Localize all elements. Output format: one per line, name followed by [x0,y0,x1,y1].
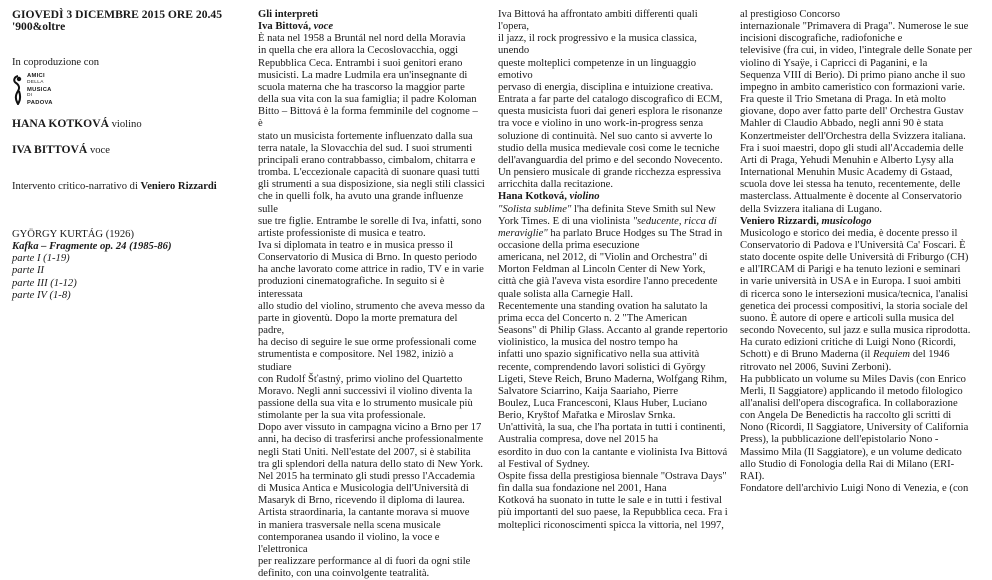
bio-line: soluzione di continuità. Nel suo canto si avverte lo [498,130,713,142]
bio-line: occasione della prima esecuzione [498,239,640,251]
bio-line: artiste professioniste di musica e teatro. [258,227,426,239]
bio-line: Fra i suoi maestri, dopo gli studi all'Accademia delle [740,142,964,154]
bio-text-rizzardi-cont [740,362,980,496]
work-part: parte I (1-19) [12,253,70,265]
bio-line: Ligeti, Steve Reich, Bruno Maderna, Wolfgang Rihm, [498,373,728,385]
work-part: parte IV (1-8) [12,289,71,301]
bio-line: Sequenza VIII di Berio). Di primo piano anche il suo [740,69,966,81]
bio-line: secondo Novecento, sul jazz e sulla musica riprodotta. [740,325,971,337]
bio-line: americana, nel 2012, di "Violin and Orchestra" di [498,252,708,264]
bio-line: Moravo. Negli anni successivi il violino diventa la [258,385,473,397]
bio-line: di Musica Antica e Musicologia dell'Università di [258,483,469,495]
amici-musica-logo [12,73,232,106]
bio-line: Australia compresa, dove nel 2015 ha [498,434,659,446]
bio-line: contemporanea usando il violino, la voce e l'elettronica [258,531,440,555]
bio-line: in maniera trasversale nella scena musicale [258,519,441,531]
bio-line: Salvatore Sciarrino, Kaija Saariaho, Pierre [498,385,679,397]
bio-line: violino di Ysaÿe, i Capricci di Paganini, e la [740,57,928,69]
column-interpreti [258,9,485,580]
bio-line: Berio, Kryštof Mařatka e Miroslav Srnka. [498,410,676,422]
logo-text: AMICI DELLA MUSICA DI PADOVA [27,73,53,106]
bio-line: Ospite fissa della prestigiosa biennale "Ostrava Days" [498,470,727,482]
bio-line: RAI). [740,470,765,482]
bio-text-kotkova [498,240,730,532]
bio-heading-kotkova: Hana Kotková, violino [498,191,600,203]
bio-line: il jazz, il rock progressivo e la musica classica, unendo [498,33,697,57]
bio-line: È nata nel 1958 a Bruntál nel nord della Moravia [258,33,466,45]
bio-line: gli strumenti a sua disposizione, sia negli stili classici [258,179,485,191]
bio-line: città che già l'aveva vista esordire l'anno precedente [498,276,718,288]
work-title: Kafka – Fragmente op. 24 (1985-86) [12,241,172,253]
bio-line: Boulez, Luca Francesconi, Klaus Huber, Luciano [498,398,708,409]
bio-line: Fondatore dell'archivio Luigi Nono di Venezia, e (con [740,483,969,495]
bio-line: tromba. L'eccezionale capacità di suonare quasi tutti [258,167,480,179]
bio-line: stimolante per la sua vita professionale. [258,410,426,422]
bio-line: della Svizzera italiana di Lugano. [740,203,883,215]
bio-line: Masaryk di Brno, ricevendo il diploma di laurea. [258,495,465,507]
bio-line: pervaso di energia, disciplina e intuizione creativa. [498,81,714,93]
bio-line: giovane, dopo aver fatto parte dell' Orchestra Gustav [740,106,964,118]
bio-line: di ricerca sono le intersezioni musica/tecnica, l'analisi [740,288,969,300]
bio-line: internazionale "Primavera di Praga". Numerose le sue [740,21,969,33]
section-heading: Gli interpreti [258,9,319,20]
bio-line: Massimo Mila (Il Saggiatore), e un volume dedicato [740,446,962,458]
bio-line: Un'attività, la sua, che l'ha portata in tutti i continenti, [498,422,726,434]
bio-line: Repubblica Ceca. Entrambi i suoi genitori erano [258,57,463,69]
bio-line: anni, ha deciso di trasferirsi anche professionalmente [258,434,484,446]
bio-line: della sua vita con la sua famiglia; il padre Koloman [258,94,477,106]
work-part: parte III (1-12) [12,277,77,289]
bio-line: quale solista alla Carnegie Hall. [498,288,634,300]
bio-line: York Times. E di una violinista "seducente, ricca di [498,215,717,227]
bio-line: suono. È autore di opere e articoli sulla musica del [740,312,955,324]
concert-date: GIOVEDÌ 3 DICEMBRE 2015 ORE 20.45 [12,8,222,21]
composer-name: GYÖRGY KURTÁG (1926) [12,228,134,240]
bio-line: Iva si diplomata in teatro e in musica presso il [258,239,454,251]
bio-heading-bittova: Iva Bittová, voce [258,21,334,33]
bio-text-kotkova-cont [740,9,980,216]
performer-bittova: IVA BITTOVÁ voce [12,142,110,156]
bio-line: sue tre figlie. Entrambe le sorelle di Iva, infatti, sono [258,215,482,227]
bio-line-requiem [740,349,980,361]
bio-line: definito, con una coinvolgente teatralità. [258,568,430,580]
bio-line: in varie università in USA e in Europa. I suoi ambiti [740,276,961,288]
violin-scroll-icon [12,75,24,105]
bio-line: International Menuhin Music Academy di Gstaad, [740,167,953,179]
bio-line: ha anche lavorato come attrice in radio, TV e in varie [258,264,484,276]
bio-line: genetica dei processi compositivi, la storia sociale del [740,300,968,312]
bio-line: Schott) e di Bruno Maderna (il [740,349,873,361]
bio-line: tra gli splendori della natura dello stato di New York. [258,458,484,470]
bio-line: arricchita dalla recitazione. [498,179,613,191]
bio-line: Press), la pubblicazione dell'epistolario Nono - [740,434,939,446]
bio-line: Requiem del 1946 [872,349,950,361]
bio-line: Morton Feldman al Lincoln Center di New York, [498,264,706,276]
bio-line: per realizzare performance al di fuori da ogni stile [258,556,471,568]
bio-line: principali erano contrabbasso, cimbalom, chitarra e [258,154,476,166]
bio-line: Un pensiero musicale di grande ricchezza espressiva [498,167,721,179]
bio-line: Nel 2015 ha terminato gli studi presso l'Accademia [258,470,475,482]
bio-line: allo studio del violino, strumento che aveva messo da [258,300,485,312]
bio-line: meraviglie" ha parlato Bruce Hodges su The Strad in [498,227,723,239]
bio-line: Seasons" di Philip Glass. Accanto al grande repertorio [498,325,728,337]
bio-line: recente, comprendendo lavori solistici di György [498,361,706,373]
bio-line: tra voce e violino in uno work-in-progress senza [498,118,704,130]
bio-line: violinistico, la musica del nostro tempo ha [498,337,678,349]
bio-line: passione della sua vita e lo strumento musicale più [258,398,473,409]
bio-line: in quella che era allora la Cecoslovacchia, oggi [258,45,459,57]
bio-line: parte in gioventù. Dopo la morte prematura del padre, [258,312,458,337]
bio-line: terra natale, la Slovacchia del sud. I suoi strumenti [258,142,473,154]
bio-line: strumentista e compositore. Nel 1982, iniziò a studiare [258,349,454,373]
bio-line: stato docente ospite delle Università di Friburgo (CH) [740,252,969,264]
bio-line: scuola materna che ha trascorso la maggior parte [258,81,465,93]
bio-line: Conservatorio di Musica di Brno. In questo periodo [258,252,477,264]
bio-line: infatti uno spazio significativo nella sua attività [498,349,700,361]
bio-line: televisive (fra cui, in video, l'integrale delle Sonate per [740,45,972,57]
bio-text-bittova [258,33,485,580]
bio-line: Dopo aver vissuto in campagna vicino a Brno per 17 [258,422,482,434]
bio-line: negli Stati Uniti. Nell'estate del 2007, si è stabilita [258,446,471,458]
bio-line: studio della musica medievale così come le tecniche [498,142,720,154]
bio-line: con Rudolf Šťastný, primo violino del Quartetto [258,373,463,385]
bio-line: musicisti. La madre Ludmila era un'insegnante di [258,69,468,81]
bio-line: prima ecca del Concerto n. 2 "The American [498,312,688,324]
bio-text-rizzardi [740,228,980,362]
bio-line: Ha pubblicato un volume su Miles Davis (con Enrico [740,373,966,385]
bio-line: Conservatorio di Padova e l'Università Ca' Foscari. È [740,239,966,251]
bio-line: ha deciso di seguire le sue orme professionali come [258,337,477,349]
bio-line: stato un musicista fortemente influenzato dalla sua [258,130,473,142]
column-bio-continued [498,9,730,532]
bio-line: al prestigioso Concorso [740,9,841,20]
bio-line: Arti di Praga, Yehudi Menuhin e Alberto Lysy alla [740,154,954,166]
bio-line: ritrovato nel 2006, Suvini Zerboni). [740,361,892,373]
bio-line: allo Studio di Fonologia della Rai di Milano (ERI- [740,458,955,470]
bio-line: masterclass. Attualmente è docente al Conservatorio [740,191,962,203]
bio-line: Merli, Il Saggiatore) applicando il metodo filologico [740,385,963,397]
bio-line: dell'avanguardia del primo e del secondo Novecento. [498,154,723,166]
performer-kotkova: HANA KOTKOVÁ violino [12,117,142,131]
bio-line: Nono (Ricordi, Il Saggiatore, University of California [740,422,969,434]
bio-line: Kotková ha suonato in tutte le sale e in tutti i festival [498,495,722,507]
bio-line: esordito in duo con la cantante e violinista Iva Bittová [498,446,728,458]
coproduction-label: In coproduzione con [12,57,100,69]
bio-line: incisioni discografiche, radiofoniche e [740,33,903,45]
bio-line: produzioni cinematografiche. In seguito si è interessata [258,276,445,300]
intervention-credit: Intervento critico-narrativo di Veniero Rizzardi [12,180,217,192]
bio-line: più importanti del suo paese, la Repubblica ceca. Fra i [498,507,728,519]
bio-line: Konzertmeister dell'Orchestra della Svizzera italiana. [740,130,966,142]
bio-heading-rizzardi: Veniero Rizzardi, musicologo [740,215,872,227]
bio-line: Musicologo e storico dei media, è docente presso il [740,227,958,239]
bio-line: che in quelli folk, ha avuto una grande influenze sulle [258,191,464,215]
bio-line: fin dalla sua fondazione nel 2001, Hana [498,483,667,495]
bio-line: impegno in ambito cameristico con formazioni varie. [740,81,966,93]
bio-line: Bitto – Bittová è la forma femminile del cognome – è [258,106,478,130]
bio-line: con Angela De Benedictis ha raccolto gli scritti di [740,410,952,422]
bio-line: Artista straordinaria, la cantante morava si muove [258,507,470,519]
bio-line: Mahler di Claudio Abbado, negli anni 90 è stata [740,118,944,130]
bio-line: al Festival of Sydney. [498,458,590,470]
concert-series: '900&oltre [12,20,66,34]
bio-line: Ha curato edizioni critiche di Luigi Nono (Ricordi, [740,337,956,349]
bio-line: "Solista sublime" l'ha definita Steve Smith sul New [498,203,716,215]
bio-line: e all'IRCAM di Parigi e ha tenuto lezioni e seminari [740,264,961,276]
bio-line: queste molteplici competenze in un linguaggio emotivo [498,57,696,81]
bio-line: scuola dove lei stessa ha tenuto, recentemente, delle [740,179,961,191]
bio-line: Entrata a far parte del catalogo discografico di ECM, [498,94,723,106]
bio-line: all'analisi dell'opera discografica. In collaborazione [740,398,958,409]
work-part: parte II [12,265,45,277]
column-program [12,9,232,302]
bio-text-bittova-cont [498,9,730,191]
bio-line: Fra queste il Trio Smetana di Praga. In età molto [740,94,946,106]
column-bio-final [740,9,980,495]
bio-line: questa musicista fuori dai generi esplora le risonanze [498,106,723,118]
bio-line: Recentemente una standing ovation ha salutato la [498,300,708,312]
bio-line: Iva Bittová ha affrontato ambiti differenti quali l'opera, [498,9,698,33]
bio-line: molteplici riconoscimenti spicca la vittoria, nel 1997, [498,519,724,531]
